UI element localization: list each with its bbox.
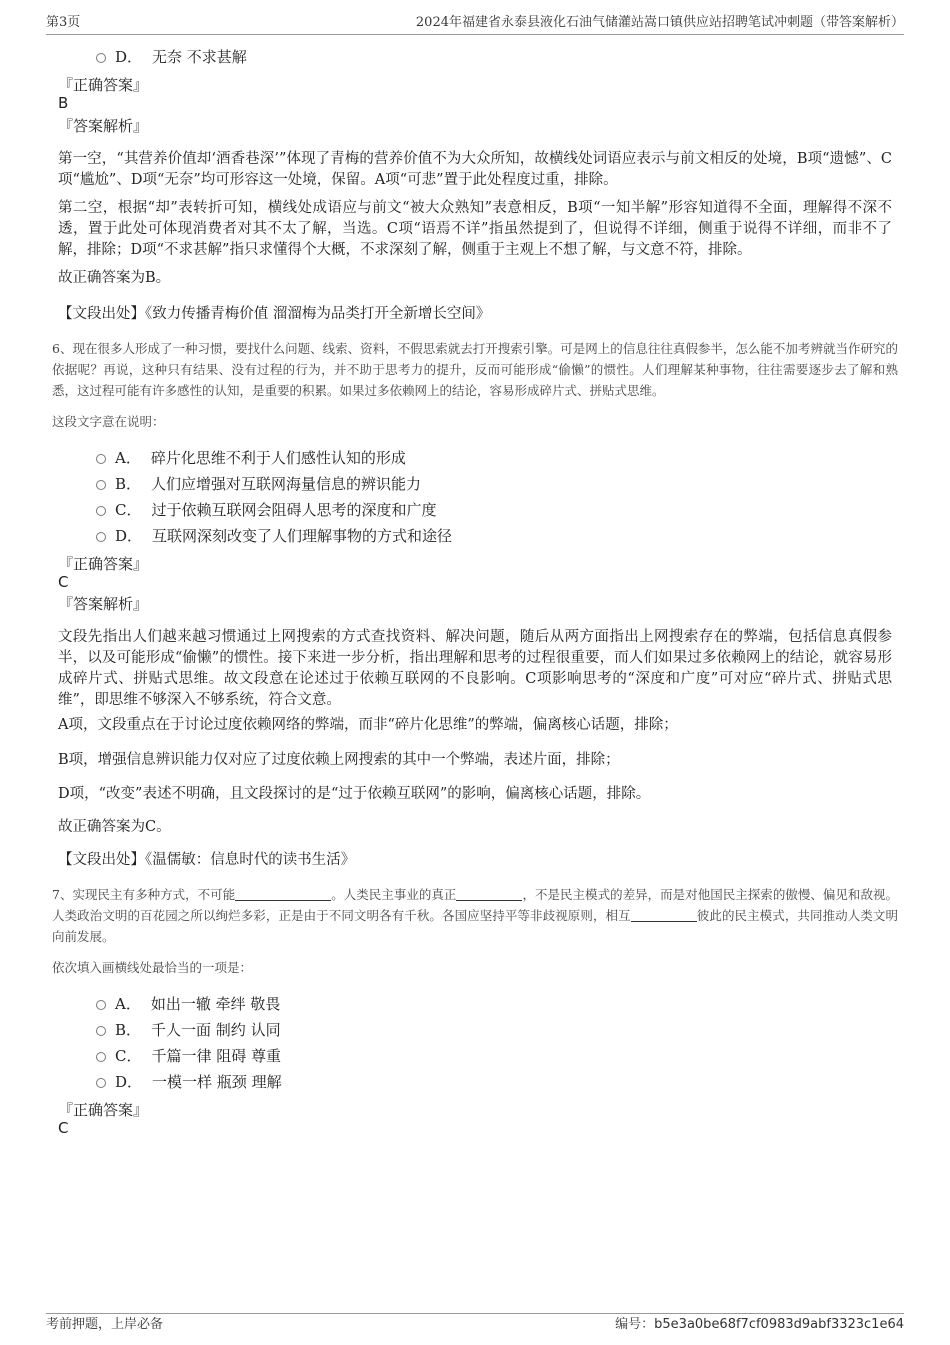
analysis-label: 『答案解析』 <box>58 595 149 613</box>
q6-option-d[interactable]: D． 互联网深刻改变了人们理解事物的方式和途径 <box>96 526 452 546</box>
q6-question-text: 6、现在很多人形成了一种习惯，要找什么问题、线索、资料，不假思索就去打开搜索引擎。可是网上的信息往往真假参半，怎么能不加考辨就当作研究的依据呢？再说，这种只有结果、没有过程的行为，并不助于思考力的提升，反而可能形成“偷懒”的惯性。人们理解某种事物，往往需要逐步去了解和熟悉，这过程可能有许多感性的认知，是重要的积累。如果过多依赖网上的结论，容易形成碎片式、拼贴式思维。 <box>52 341 898 398</box>
radio-icon[interactable] <box>96 53 106 63</box>
q7-option-c[interactable]: C． 千篇一律 阻碍 尊重 <box>96 1046 281 1066</box>
q5-analysis-paragraph: 第二空，根据“却”表转折可知，横线处成语应与前文“被大众熟知”表意相反，B项“一知半解”形容知道得不全面，理解得不深不透，置于此处可体现消费者对其不太了解，当选。C项“语焉不详”指虽然提到了，但说得不详细，侧重于说得不详细，而非不了解，排除；D项“不求甚解”指只求懂得个大概，不求深刻了解，侧重于主观上不想了解，与文意不符，排除。 <box>58 200 892 258</box>
q6-option-a[interactable]: A． 碎片化思维不利于人们感性认知的形成 <box>96 448 406 468</box>
q7-option-d[interactable]: D． 一模一样 瓶颈 理解 <box>96 1072 282 1092</box>
q6-analysis-option-d: D项，“改变”表述不明确，且文段探讨的是“过于依赖互联网”的影响，偏离核心话题，排除。 <box>58 786 651 802</box>
document-title: 2024年福建省永泰县液化石油气储灌站嵩口镇供应站招聘笔试冲刺题（带答案解析） <box>415 15 904 30</box>
page-number: 第3页 <box>46 15 81 30</box>
footer-slogan: 考前押题，上岸必备 <box>46 1317 164 1332</box>
fill-blank <box>456 900 522 901</box>
radio-icon[interactable] <box>96 1052 106 1062</box>
q6-option-c[interactable]: C． 过于依赖互联网会阻碍人思考的深度和广度 <box>96 500 437 520</box>
q7-question-text: 7、实现民主有多种方式，不可能 。人类民主事业的真正 ，不是民主模式的差异，而是对他国民主探索的傲慢、偏见和敌视。人类政治文明的百花园之所以绚烂多彩，正是由于不同文明各有千秋。各国应坚持平等非歧视原则，相互 彼此的民主模式，共同推动人类文明向前发展。 <box>52 887 898 944</box>
q6-analysis-option-b: B项，增强信息辨识能力仅对应了过度依赖上网搜索的其中一个弊端，表述片面，排除； <box>58 752 620 768</box>
q6-answer: C <box>58 573 69 591</box>
q7-option-b[interactable]: B． 千人一面 制约 认同 <box>96 1020 281 1040</box>
page-header <box>46 14 904 35</box>
fill-blank <box>235 900 331 901</box>
radio-icon[interactable] <box>96 532 106 542</box>
q6-analysis-conclusion: 故正确答案为C。 <box>58 819 171 835</box>
q7-prompt: 依次填入画横线处最恰当的一项是： <box>52 960 253 975</box>
q6-option-b[interactable]: B． 人们应增强对互联网海量信息的辨识能力 <box>96 474 421 494</box>
analysis-label: 『答案解析』 <box>58 117 149 135</box>
q6-source: 【文段出处】《温儒敏：信息时代的读书生活》 <box>58 852 356 868</box>
q5-answer: B <box>58 94 69 112</box>
q5-option-d[interactable]: D． 无奈 不求甚解 <box>96 47 247 67</box>
answer-label: 『正确答案』 <box>58 555 149 573</box>
q7-answer: C <box>58 1119 69 1137</box>
q5-analysis-conclusion: 故正确答案为B。 <box>58 270 171 286</box>
radio-icon[interactable] <box>96 506 106 516</box>
radio-icon[interactable] <box>96 1000 106 1010</box>
radio-icon[interactable] <box>96 1026 106 1036</box>
document-code: 编号：b5e3a0be68f7cf0983d9abf3323c1e64 <box>615 1317 904 1332</box>
answer-label: 『正确答案』 <box>58 1101 149 1119</box>
q7-option-a[interactable]: A． 如出一辙 牵绊 敬畏 <box>96 994 280 1014</box>
answer-label: 『正确答案』 <box>58 76 149 94</box>
q6-analysis-option-a: A项，文段重点在于讨论过度依赖网络的弊端，而非“碎片化思维”的弊端，偏离核心话题，排除； <box>58 717 678 733</box>
radio-icon[interactable] <box>96 1078 106 1088</box>
q6-analysis-paragraph: 文段先指出人们越来越习惯通过上网搜索的方式查找资料、解决问题，随后从两方面指出上网搜索存在的弊端，包括信息真假参半，以及可能形成“偷懒”的惯性。接下来进一步分析，指出理解和思考的过程很重要，而人们如果过多依赖网上的结论，就容易形成碎片式、拼贴式思维。故文段意在论述过于依赖互联网的不良影响。C项影响思考的“深度和广度”可对应“碎片式、拼贴式思维”，即思维不够深入不够系统，符合文意。 <box>58 629 893 708</box>
q5-analysis-paragraph: 第一空，“其营养价值却‘酒香巷深’”体现了青梅的营养价值不为大众所知，故横线处词语应表示与前文相反的处境，B项“遗憾”、C项“尴尬”、D项“无奈”均可形容这一处境，保留。A项“可悲”置于此处程度过重，排除。 <box>58 151 892 188</box>
q5-source: 【文段出处】《致力传播青梅价值 溜溜梅为品类打开全新增长空间》 <box>58 306 491 322</box>
fill-blank <box>631 921 697 922</box>
page-footer <box>46 1313 904 1334</box>
radio-icon[interactable] <box>96 480 106 490</box>
radio-icon[interactable] <box>96 454 106 464</box>
q6-prompt: 这段文字意在说明： <box>52 414 165 429</box>
